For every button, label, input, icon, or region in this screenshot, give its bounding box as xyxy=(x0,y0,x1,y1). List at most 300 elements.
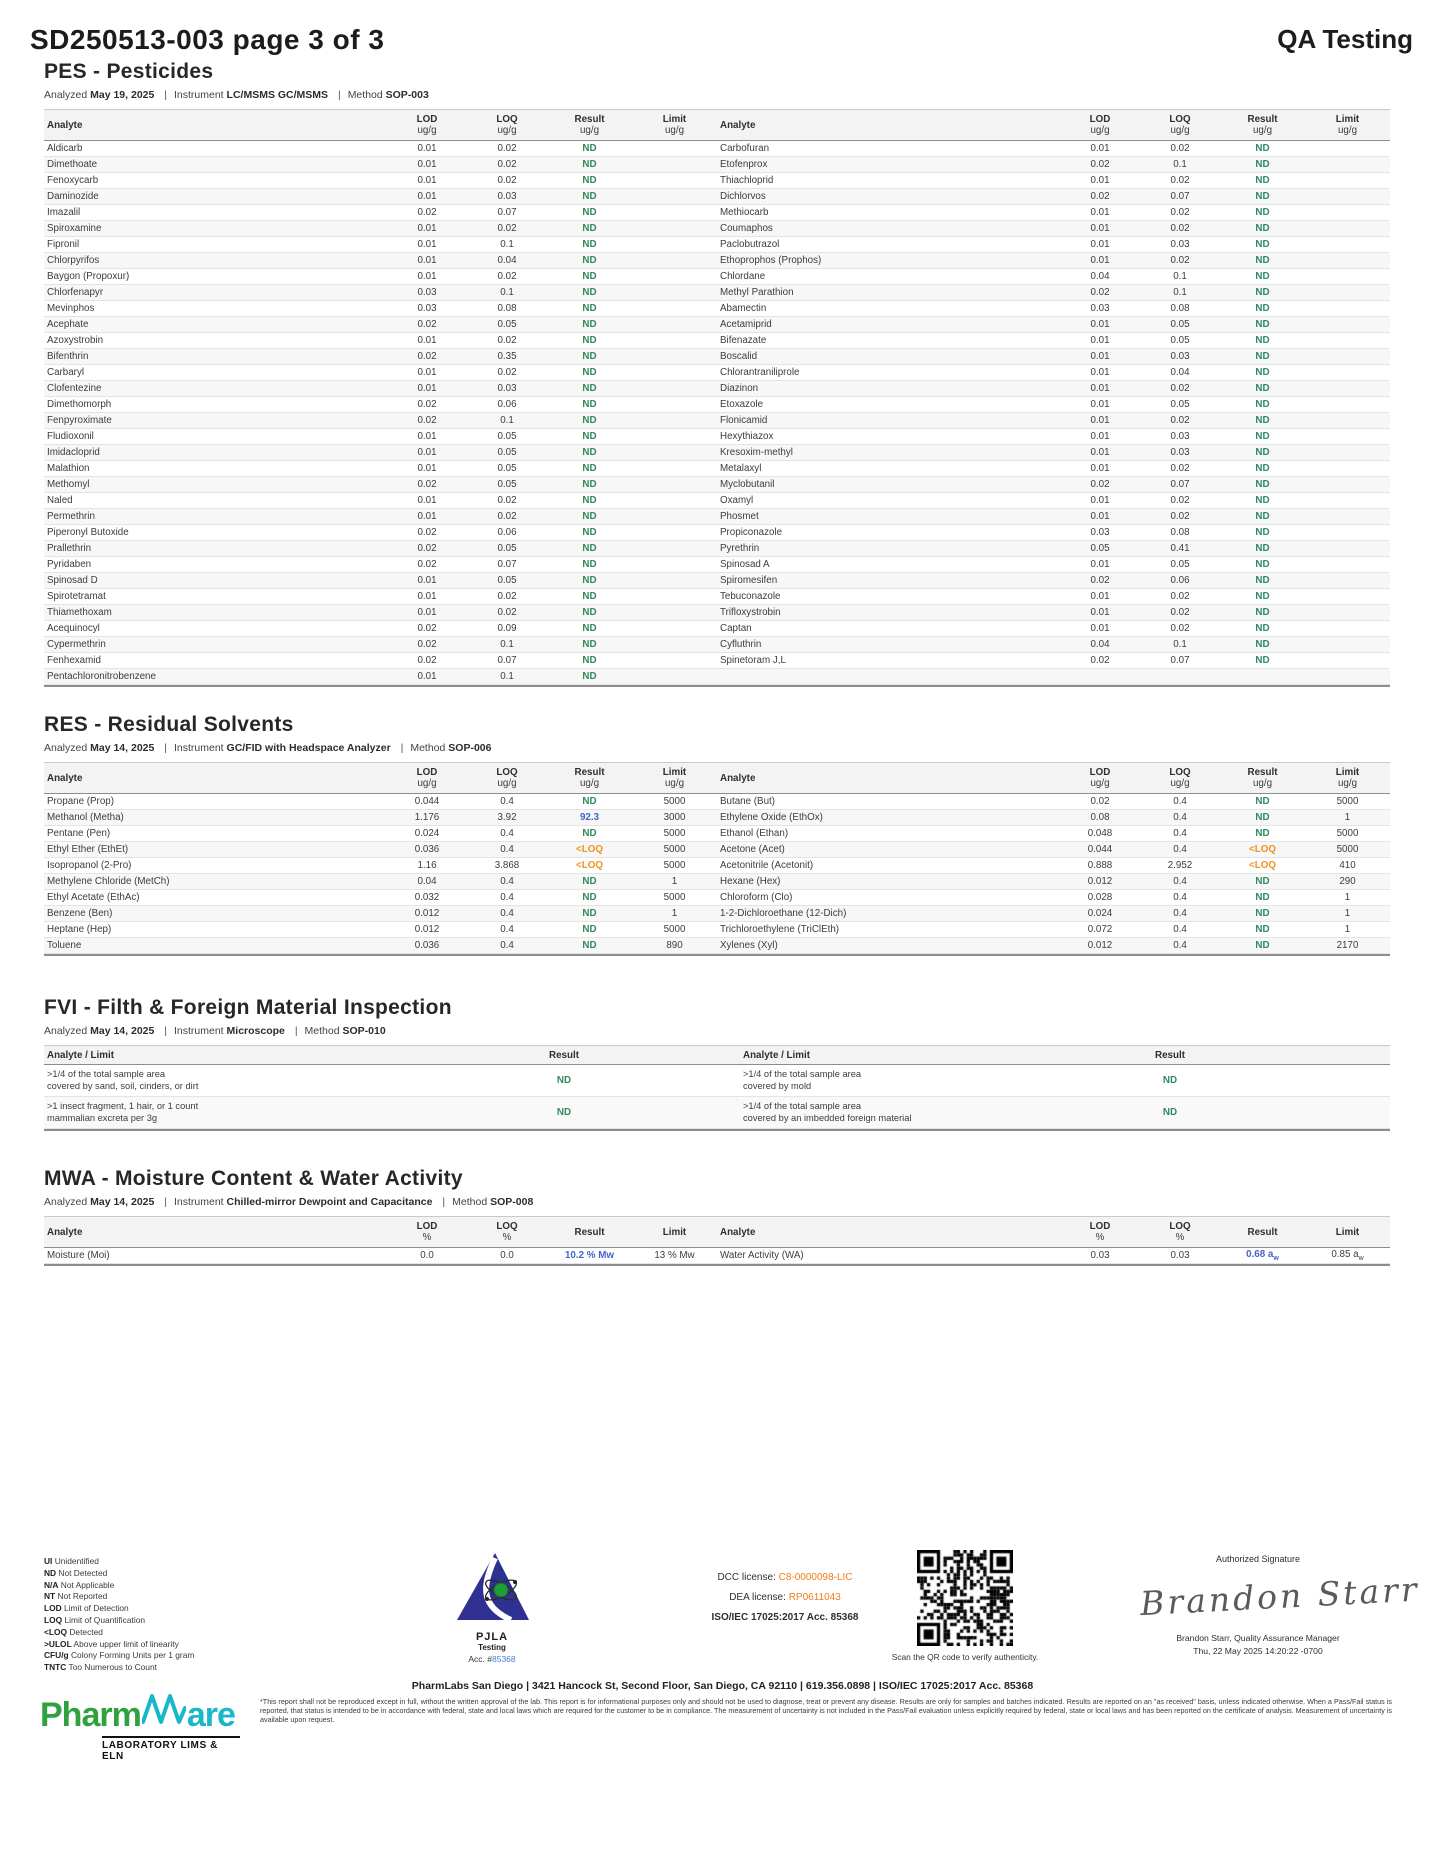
table-row xyxy=(44,189,717,205)
table-row xyxy=(717,173,1390,189)
table-row-empty xyxy=(717,669,1390,685)
lod-header: LOD ug/g xyxy=(387,767,467,789)
analyte-cell: Fenoxycarb xyxy=(47,175,99,186)
lod-cell: 0.01 xyxy=(1090,559,1110,570)
table-row xyxy=(717,810,1390,826)
loq-cell: 0.02 xyxy=(1170,495,1190,506)
limit-cell: 5000 xyxy=(663,924,686,935)
unit-label: % xyxy=(422,1232,432,1243)
unit-label: ug/g xyxy=(1337,778,1358,789)
result-cell: ND xyxy=(582,607,597,618)
loq-cell: 0.4 xyxy=(500,892,514,903)
method-value: SOP-010 xyxy=(342,1025,386,1037)
analyte-header: Analyte xyxy=(47,1226,83,1238)
result-header: Result ug/g xyxy=(1220,767,1305,789)
analyte-cell: Water Activity (WA) xyxy=(720,1250,804,1261)
pjla-name: PJLA xyxy=(475,1631,509,1643)
pesticides-table-left xyxy=(44,109,717,685)
result-cell: ND xyxy=(582,351,597,362)
loq-cell: 0.1 xyxy=(1173,287,1187,298)
analyte-limit-cell: >1/4 of the total sample area covered by sand, soil, cinders, or dirt xyxy=(47,1069,199,1091)
loq-cell: 0.05 xyxy=(497,479,517,490)
loq-cell: 0.02 xyxy=(497,159,517,170)
table-row xyxy=(44,525,717,541)
unit-label: ug/g xyxy=(497,125,517,136)
loq-cell: 0.4 xyxy=(1173,908,1187,919)
mwa-section xyxy=(0,1167,1445,1266)
loq-cell: 0.05 xyxy=(497,319,517,330)
lod-cell: 0.01 xyxy=(1090,351,1110,362)
lod-cell: 0.02 xyxy=(1090,191,1110,202)
mwa-table-right xyxy=(717,1216,1390,1264)
table-row xyxy=(717,605,1390,621)
analyte-cell: Spiroxamine xyxy=(47,223,102,234)
result-cell: ND xyxy=(582,191,597,202)
result-cell: ND xyxy=(582,447,597,458)
lod-cell: 0.01 xyxy=(1090,463,1110,474)
table-row xyxy=(44,477,717,493)
loq-cell: 0.02 xyxy=(497,175,517,186)
table-row xyxy=(44,349,717,365)
loq-cell: 0.06 xyxy=(497,527,517,538)
residual-solvents-table xyxy=(44,762,1390,956)
analyte-cell: Chlordane xyxy=(720,271,766,282)
table-row xyxy=(44,429,717,445)
lod-cell: 0.01 xyxy=(1090,511,1110,522)
fvi-section xyxy=(0,996,1445,1131)
brand-part2: are xyxy=(186,1696,235,1734)
loq-cell: 0.4 xyxy=(1173,844,1187,855)
lod-cell: 0.036 xyxy=(414,844,440,855)
table-row xyxy=(44,858,717,874)
analyte-cell: Myclobutanil xyxy=(720,479,775,490)
loq-cell: 0.1 xyxy=(1173,271,1187,282)
lod-cell: 0.044 xyxy=(414,796,440,807)
pulse-wave-icon xyxy=(142,1692,186,1726)
result-cell: ND xyxy=(582,271,597,282)
lod-header: LOD ug/g xyxy=(1060,114,1140,136)
result-header: Result xyxy=(1155,1049,1185,1061)
loq-cell: 0.02 xyxy=(1170,175,1190,186)
loq-cell: 0.02 xyxy=(1170,415,1190,426)
lod-cell: 0.01 xyxy=(1090,175,1110,186)
unit-label: ug/g xyxy=(1090,778,1110,789)
method-value: SOP-003 xyxy=(385,89,429,101)
table-row xyxy=(717,826,1390,842)
result-cell: ND xyxy=(582,175,597,186)
table-row xyxy=(717,842,1390,858)
loq-cell: 0.07 xyxy=(497,655,517,666)
table-row xyxy=(44,842,717,858)
limit-cell: 5000 xyxy=(663,844,686,855)
analyte-cell: Pentachloronitrobenzene xyxy=(47,671,156,682)
lod-cell: 0.01 xyxy=(1090,383,1110,394)
loq-cell: 0.08 xyxy=(497,303,517,314)
loq-cell: 0.05 xyxy=(497,575,517,586)
lod-cell: 0.01 xyxy=(1090,223,1110,234)
result-cell: ND xyxy=(1255,351,1270,362)
loq-cell: 0.02 xyxy=(497,495,517,506)
table-row xyxy=(44,173,717,189)
analyte-cell: Cypermethrin xyxy=(47,639,106,650)
residual-solvents-table-left xyxy=(44,762,717,954)
analyte-cell: Naled xyxy=(47,495,73,506)
lab-address: PharmLabs San Diego | 3421 Hancock St, Second Floor, San Diego, CA 92110 | 619.356.0898 | ISO/IEC 17025:2017 Acc. 85368 xyxy=(411,1680,1034,1692)
table-row xyxy=(44,890,717,906)
authorized-signature-label: Authorized Signature xyxy=(1215,1554,1301,1564)
analyzed-label: Analyzed xyxy=(44,89,88,101)
result-cell: ND xyxy=(582,924,597,935)
instrument-value: GC/FID with Headspace Analyzer xyxy=(226,742,391,754)
table-row xyxy=(717,794,1390,810)
result-cell: ND xyxy=(1255,495,1270,506)
analyte-cell: Chlorantraniliprole xyxy=(720,367,800,378)
table-row xyxy=(717,141,1390,157)
table-row xyxy=(717,349,1390,365)
result-cell: ND xyxy=(1255,908,1270,919)
loq-cell: 0.4 xyxy=(500,844,514,855)
result-cell: 92.3 xyxy=(579,812,600,823)
result-cell: 0.68 $a_w$ xyxy=(1246,1249,1279,1262)
analyte-cell: Imazalil xyxy=(47,207,81,218)
lod-cell: 0.036 xyxy=(414,940,440,951)
lod-cell: 0.032 xyxy=(414,892,440,903)
loq-cell: 0.1 xyxy=(500,287,514,298)
lod-cell: 0.01 xyxy=(1090,399,1110,410)
lod-cell: 0.028 xyxy=(1087,892,1113,903)
unit-label: ug/g xyxy=(417,125,437,136)
result-cell: ND xyxy=(1255,876,1270,887)
analyte-cell: Azoxystrobin xyxy=(47,335,104,346)
result-cell: <LOQ xyxy=(1249,844,1276,855)
loq-cell: 0.4 xyxy=(1173,828,1187,839)
result-cell: ND xyxy=(1255,319,1270,330)
table-row xyxy=(717,858,1390,874)
analyzed-label: Analyzed xyxy=(44,742,88,754)
mwa-title: MWA - Moisture Content & Water Activity xyxy=(44,1167,463,1190)
lod-cell: 0.0 xyxy=(420,1250,434,1261)
result-cell: ND xyxy=(1255,143,1270,154)
analyte-cell: Hexane (Hex) xyxy=(720,876,781,887)
limit-cell: 1 xyxy=(1344,924,1351,935)
table-row xyxy=(717,429,1390,445)
result-cell: ND xyxy=(582,399,597,410)
loq-cell: 3.868 xyxy=(494,860,520,871)
loq-cell: 3.92 xyxy=(497,812,517,823)
result-cell: ND xyxy=(582,431,597,442)
table-row xyxy=(44,1065,1390,1097)
table-row xyxy=(717,477,1390,493)
table-row xyxy=(44,461,717,477)
limit-cell: 5000 xyxy=(663,860,686,871)
table-row xyxy=(44,810,717,826)
result-cell: ND xyxy=(582,527,597,538)
table-row xyxy=(717,157,1390,173)
result-cell: ND xyxy=(582,463,597,474)
filth-inspection-table xyxy=(44,1045,1390,1131)
table-row xyxy=(717,874,1390,890)
table-row xyxy=(717,637,1390,653)
loq-cell: 0.1 xyxy=(500,415,514,426)
table-row xyxy=(717,205,1390,221)
result-cell: ND xyxy=(1255,639,1270,650)
loq-cell: 0.4 xyxy=(500,796,514,807)
signature-date: Thu, 22 May 2025 14:20:22 -0700 xyxy=(1193,1646,1323,1656)
lod-cell: 0.01 xyxy=(1090,495,1110,506)
result-cell: ND xyxy=(1255,892,1270,903)
result-cell: ND xyxy=(1255,655,1270,666)
table-row xyxy=(717,906,1390,922)
loq-cell: 0.05 xyxy=(1170,335,1190,346)
pesticides-table xyxy=(44,109,1390,687)
legend-item: ND Not Detected xyxy=(44,1567,108,1578)
separator: | xyxy=(294,1025,298,1037)
table-row xyxy=(44,333,717,349)
table-row xyxy=(44,1097,1390,1129)
lod-cell: 0.02 xyxy=(417,319,437,330)
analyte-cell: Pentane (Pen) xyxy=(47,828,111,839)
loq-cell: 0.07 xyxy=(1170,479,1190,490)
limit-cell: 5000 xyxy=(663,892,686,903)
result-cell: ND xyxy=(1255,479,1270,490)
analyte-cell: Bifenazate xyxy=(720,335,767,346)
fvi-header-row xyxy=(44,1045,1390,1065)
loq-cell: 0.03 xyxy=(1170,351,1190,362)
table-row xyxy=(717,301,1390,317)
analyte-cell: Methanol (Metha) xyxy=(47,812,124,823)
loq-cell: 0.07 xyxy=(497,559,517,570)
lod-cell: 0.03 xyxy=(1090,303,1110,314)
limit-cell: 890 xyxy=(666,940,683,951)
analyte-cell: Trichloroethylene (TriClEth) xyxy=(720,924,840,935)
result-cell: ND xyxy=(582,559,597,570)
result-cell: ND xyxy=(1255,431,1270,442)
analyte-cell: Chloroform (Clo) xyxy=(720,892,793,903)
analyte-cell: Tebuconazole xyxy=(720,591,781,602)
pharmware-logo xyxy=(40,1692,240,1762)
lod-cell: 0.02 xyxy=(417,351,437,362)
analyte-cell: Flonicamid xyxy=(720,415,768,426)
table-row xyxy=(717,253,1390,269)
lod-cell: 0.02 xyxy=(1090,655,1110,666)
lod-cell: 0.02 xyxy=(417,559,437,570)
fvi-title: FVI - Filth & Foreign Material Inspection xyxy=(44,996,452,1019)
analyte-cell: Dimethoate xyxy=(47,159,98,170)
analyte-cell: Abamectin xyxy=(720,303,767,314)
brand-part1: Pharm xyxy=(40,1696,141,1734)
loq-cell: 0.4 xyxy=(1173,876,1187,887)
limit-cell: 1 xyxy=(671,876,678,887)
loq-cell: 0.0 xyxy=(500,1250,514,1261)
limit-cell: 410 xyxy=(1339,860,1356,871)
result-cell: <LOQ xyxy=(576,844,603,855)
lod-cell: 0.01 xyxy=(1090,607,1110,618)
pes-meta xyxy=(44,89,1390,101)
result-cell: ND xyxy=(1255,335,1270,346)
result-cell: ND xyxy=(1255,383,1270,394)
analyte-cell: Bifenthrin xyxy=(47,351,89,362)
analyte-cell: Acetamiprid xyxy=(720,319,772,330)
loq-cell: 0.04 xyxy=(497,255,517,266)
lod-cell: 1.16 xyxy=(417,860,437,871)
table-header-row xyxy=(44,762,717,794)
result-cell: ND xyxy=(1255,191,1270,202)
result-cell: ND xyxy=(1255,924,1270,935)
analyte-cell: Methomyl xyxy=(47,479,90,490)
qr-code xyxy=(912,1550,1018,1646)
loq-cell: 0.03 xyxy=(497,191,517,202)
instrument-label: Instrument xyxy=(174,1025,224,1037)
instrument-label: Instrument xyxy=(174,89,224,101)
loq-cell: 0.1 xyxy=(500,671,514,682)
loq-cell: 0.4 xyxy=(1173,940,1187,951)
dcc-license: DCC license: C8-0000098-LIC xyxy=(717,1572,853,1583)
lod-cell: 0.024 xyxy=(414,828,440,839)
method-label: Method xyxy=(347,89,383,101)
result-cell: ND xyxy=(1162,1107,1178,1118)
brand-tagline: LABORATORY LIMS & ELN xyxy=(102,1736,240,1762)
res-section xyxy=(0,713,1445,956)
table-row xyxy=(44,445,717,461)
table-row xyxy=(44,573,717,589)
table-header-row xyxy=(717,109,1390,141)
lod-cell: 0.03 xyxy=(417,303,437,314)
limit-cell: 13 % Mw xyxy=(654,1250,695,1261)
mwa-meta xyxy=(44,1196,1390,1208)
analyte-header: Analyte xyxy=(720,1226,756,1238)
table-row xyxy=(44,253,717,269)
unit-label: ug/g xyxy=(1170,778,1190,789)
analyte-cell: Methylene Chloride (MetCh) xyxy=(47,876,170,887)
result-header: Result ug/g xyxy=(1220,114,1305,136)
mwa-table-left xyxy=(44,1216,717,1264)
lod-cell: 0.012 xyxy=(1087,940,1113,951)
limit-cell: 1 xyxy=(1344,892,1351,903)
analyte-cell: Acephate xyxy=(47,319,89,330)
analyte-limit-header: Analyte / Limit xyxy=(743,1049,810,1061)
loq-cell: 0.05 xyxy=(1170,319,1190,330)
lod-cell: 0.01 xyxy=(417,367,437,378)
lod-cell: 0.01 xyxy=(417,271,437,282)
loq-cell: 0.02 xyxy=(497,511,517,522)
loq-cell: 0.4 xyxy=(1173,796,1187,807)
result-cell: ND xyxy=(1255,175,1270,186)
analyte-cell: Spiromesifen xyxy=(720,575,778,586)
fvi-meta xyxy=(44,1025,1390,1037)
result-cell: ND xyxy=(1255,223,1270,234)
loq-cell: 0.03 xyxy=(1170,431,1190,442)
analyte-cell: Phosmet xyxy=(720,511,759,522)
lod-cell: 0.02 xyxy=(417,543,437,554)
legend-item: N/A Not Applicable xyxy=(44,1579,115,1590)
analyte-limit-cell: >1/4 of the total sample area covered by mold xyxy=(743,1069,862,1091)
lod-cell: 0.01 xyxy=(1090,431,1110,442)
limit-cell: 1 xyxy=(1344,908,1351,919)
table-row xyxy=(44,589,717,605)
pes-section xyxy=(0,60,1445,687)
analyte-cell: Benzene (Ben) xyxy=(47,908,113,919)
result-cell: ND xyxy=(1255,607,1270,618)
result-cell: <LOQ xyxy=(576,860,603,871)
unit-label: ug/g xyxy=(579,125,600,136)
analyte-cell: Clofentezine xyxy=(47,383,102,394)
analyte-cell: Methiocarb xyxy=(720,207,769,218)
result-header: Result xyxy=(549,1049,579,1061)
table-row xyxy=(717,397,1390,413)
lod-cell: 0.01 xyxy=(417,463,437,474)
lod-cell: 0.02 xyxy=(1090,575,1110,586)
table-row xyxy=(44,794,717,810)
analyzed-date: May 14, 2025 xyxy=(90,1025,155,1037)
lod-header: LOD ug/g xyxy=(1060,767,1140,789)
analyte-cell: Pyridaben xyxy=(47,559,92,570)
analyte-cell: Ethylene Oxide (EthOx) xyxy=(720,812,823,823)
lod-cell: 0.01 xyxy=(417,239,437,250)
table-row xyxy=(44,669,717,685)
analyte-cell: Carbofuran xyxy=(720,143,770,154)
result-cell: ND xyxy=(1255,287,1270,298)
unit-label: ug/g xyxy=(664,125,685,136)
result-cell: ND xyxy=(1255,367,1270,378)
legend-item: >ULOL Above upper limit of linearity xyxy=(44,1638,179,1649)
limit-cell: 5000 xyxy=(663,828,686,839)
separator: | xyxy=(400,742,404,754)
analyte-header: Analyte xyxy=(720,772,756,784)
analyte-cell: Acequinocyl xyxy=(47,623,100,634)
report-disclaimer: *This report shall not be reproduced except in full, without the written approval of the lab. This report is for informational purposes only and should not be used to diagnose, treat or prevent any disease. Results are only for samples and batches indicated. Results are reported on an "as received" basis, unless indicated otherwise. When a Pass/Fail status is reported, that status is intended to be in accordance with federal, state and local laws which are required for the customer to be in compliance. The measurement of uncertainty is not included in the Pass/Fail evaluation unless explicitly required by federal, state or local laws and has been reported on the certificate of analysis. Measurement of uncertainty is available upon request. xyxy=(260,1697,1392,1724)
table-row xyxy=(717,365,1390,381)
method-label: Method xyxy=(452,1196,488,1208)
table-row xyxy=(44,237,717,253)
loq-header: LOQ ug/g xyxy=(1140,114,1220,136)
lod-cell: 0.02 xyxy=(417,655,437,666)
result-header: Result ug/g xyxy=(547,114,632,136)
analyzed-label: Analyzed xyxy=(44,1025,88,1037)
lod-cell: 0.01 xyxy=(417,511,437,522)
result-cell: ND xyxy=(582,828,597,839)
unit-label: % xyxy=(1095,1232,1105,1243)
limit-cell: 5000 xyxy=(1336,844,1359,855)
lod-cell: 0.02 xyxy=(1090,159,1110,170)
separator: | xyxy=(442,1196,446,1208)
result-cell: ND xyxy=(1255,207,1270,218)
table-row xyxy=(44,493,717,509)
result-cell: ND xyxy=(582,591,597,602)
analyte-cell: Boscalid xyxy=(720,351,758,362)
loq-cell: 0.02 xyxy=(1170,463,1190,474)
loq-cell: 0.09 xyxy=(497,623,517,634)
analyte-cell: Dichlorvos xyxy=(720,191,766,202)
result-cell: ND xyxy=(1255,543,1270,554)
analyte-cell: Daminozide xyxy=(47,191,99,202)
table-header-row xyxy=(717,762,1390,794)
table-row xyxy=(717,589,1390,605)
lod-cell: 0.012 xyxy=(414,924,440,935)
lod-cell: 1.176 xyxy=(414,812,440,823)
table-row xyxy=(44,605,717,621)
table-row xyxy=(44,826,717,842)
lod-cell: 0.02 xyxy=(1090,479,1110,490)
table-row xyxy=(44,637,717,653)
lod-cell: 0.03 xyxy=(1090,1250,1110,1261)
analyte-cell: Hexythiazox xyxy=(720,431,774,442)
loq-cell: 0.06 xyxy=(1170,575,1190,586)
table-row xyxy=(717,221,1390,237)
loq-cell: 0.35 xyxy=(497,351,517,362)
analyte-cell: Metalaxyl xyxy=(720,463,762,474)
analyte-cell: Methyl Parathion xyxy=(720,287,794,298)
limit-header: Limit ug/g xyxy=(632,114,717,136)
